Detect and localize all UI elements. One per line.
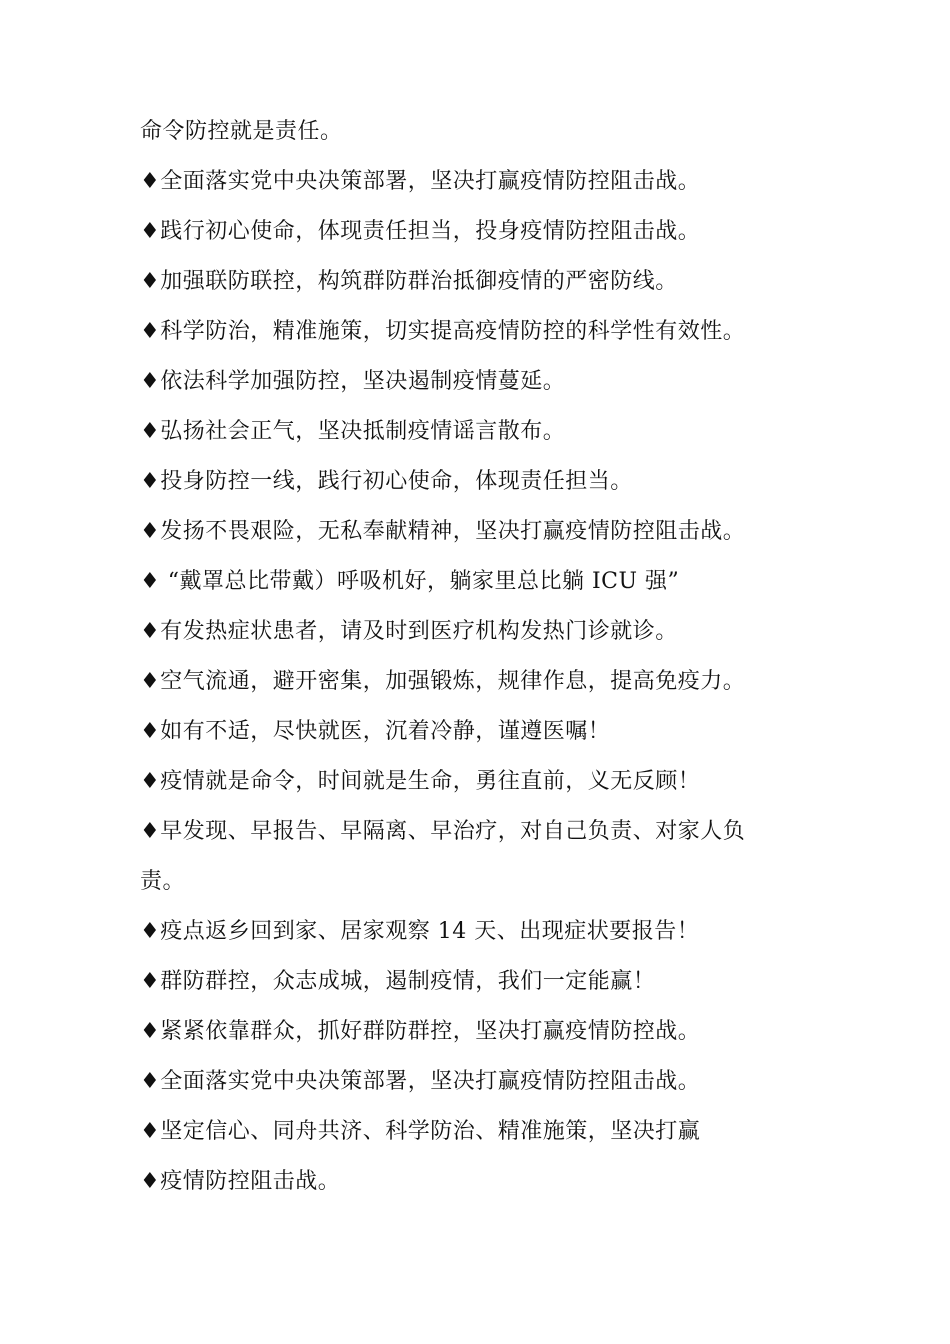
text-line: ♦弘扬社会正气，坚决抵制疫情谣言散布。 xyxy=(140,419,566,444)
text-line: ♦投身防控一线，践行初心使命，体现责任担当。 xyxy=(140,469,633,494)
text-line: ♦空气流通，避开密集，加强锻炼，规律作息，提高免疫力。 xyxy=(140,669,746,694)
text-line: ♦践行初心使命，体现责任担当，投身疫情防控阻击战。 xyxy=(140,219,701,244)
text-line: ♦科学防治，精准施策，切实提高疫情防控的科学性有效性。 xyxy=(140,319,746,344)
text-line: ♦疫点返乡回到家、居家观察 14 天、出现症状要报告！ xyxy=(140,919,700,944)
text-line: ♦全面落实党中央决策部署，坚决打赢疫情防控阻击战。 xyxy=(140,169,701,194)
text-line: ♦疫情防控阻击战。 xyxy=(140,1169,341,1194)
text-line: 责。 xyxy=(140,869,186,894)
text-line: ♦发扬不畏艰险，无私奉献精神，坚决打赢疫情防控阻击战。 xyxy=(140,519,746,544)
text-line: ♦如有不适，尽快就医，沉着冷静，谨遵医嘱！ xyxy=(140,719,611,744)
text-line: ♦有发热症状患者，请及时到医疗机构发热门诊就诊。 xyxy=(140,619,678,644)
text-line: ♦依法科学加强防控，坚决遏制疫情蔓延。 xyxy=(140,369,566,394)
text-line: ♦ “戴罩总比带戴）呼吸机好，躺家里总比躺 ICU 强” xyxy=(140,569,680,594)
text-line: ♦疫情就是命令，时间就是生命，勇往直前，义无反顾！ xyxy=(140,769,701,794)
text-line: 命令防控就是责任。 xyxy=(140,119,343,144)
text-line: ♦全面落实党中央决策部署，坚决打赢疫情防控阻击战。 xyxy=(140,1069,701,1094)
document-body xyxy=(140,107,800,1207)
text-line: ♦坚定信心、同舟共济、科学防治、精准施策，坚决打赢 xyxy=(140,1119,701,1144)
text-line: ♦群防群控，众志成城，遏制疫情，我们一定能赢！ xyxy=(140,969,656,994)
text-line: ♦早发现、早报告、早隔离、早治疗，对自己负责、对家人负 xyxy=(140,819,746,844)
text-line: ♦加强联防联控，构筑群防群治抵御疫情的严密防线。 xyxy=(140,269,678,294)
text-line: ♦紧紧依靠群众，抓好群防群控，坚决打赢疫情防控战。 xyxy=(140,1019,701,1044)
